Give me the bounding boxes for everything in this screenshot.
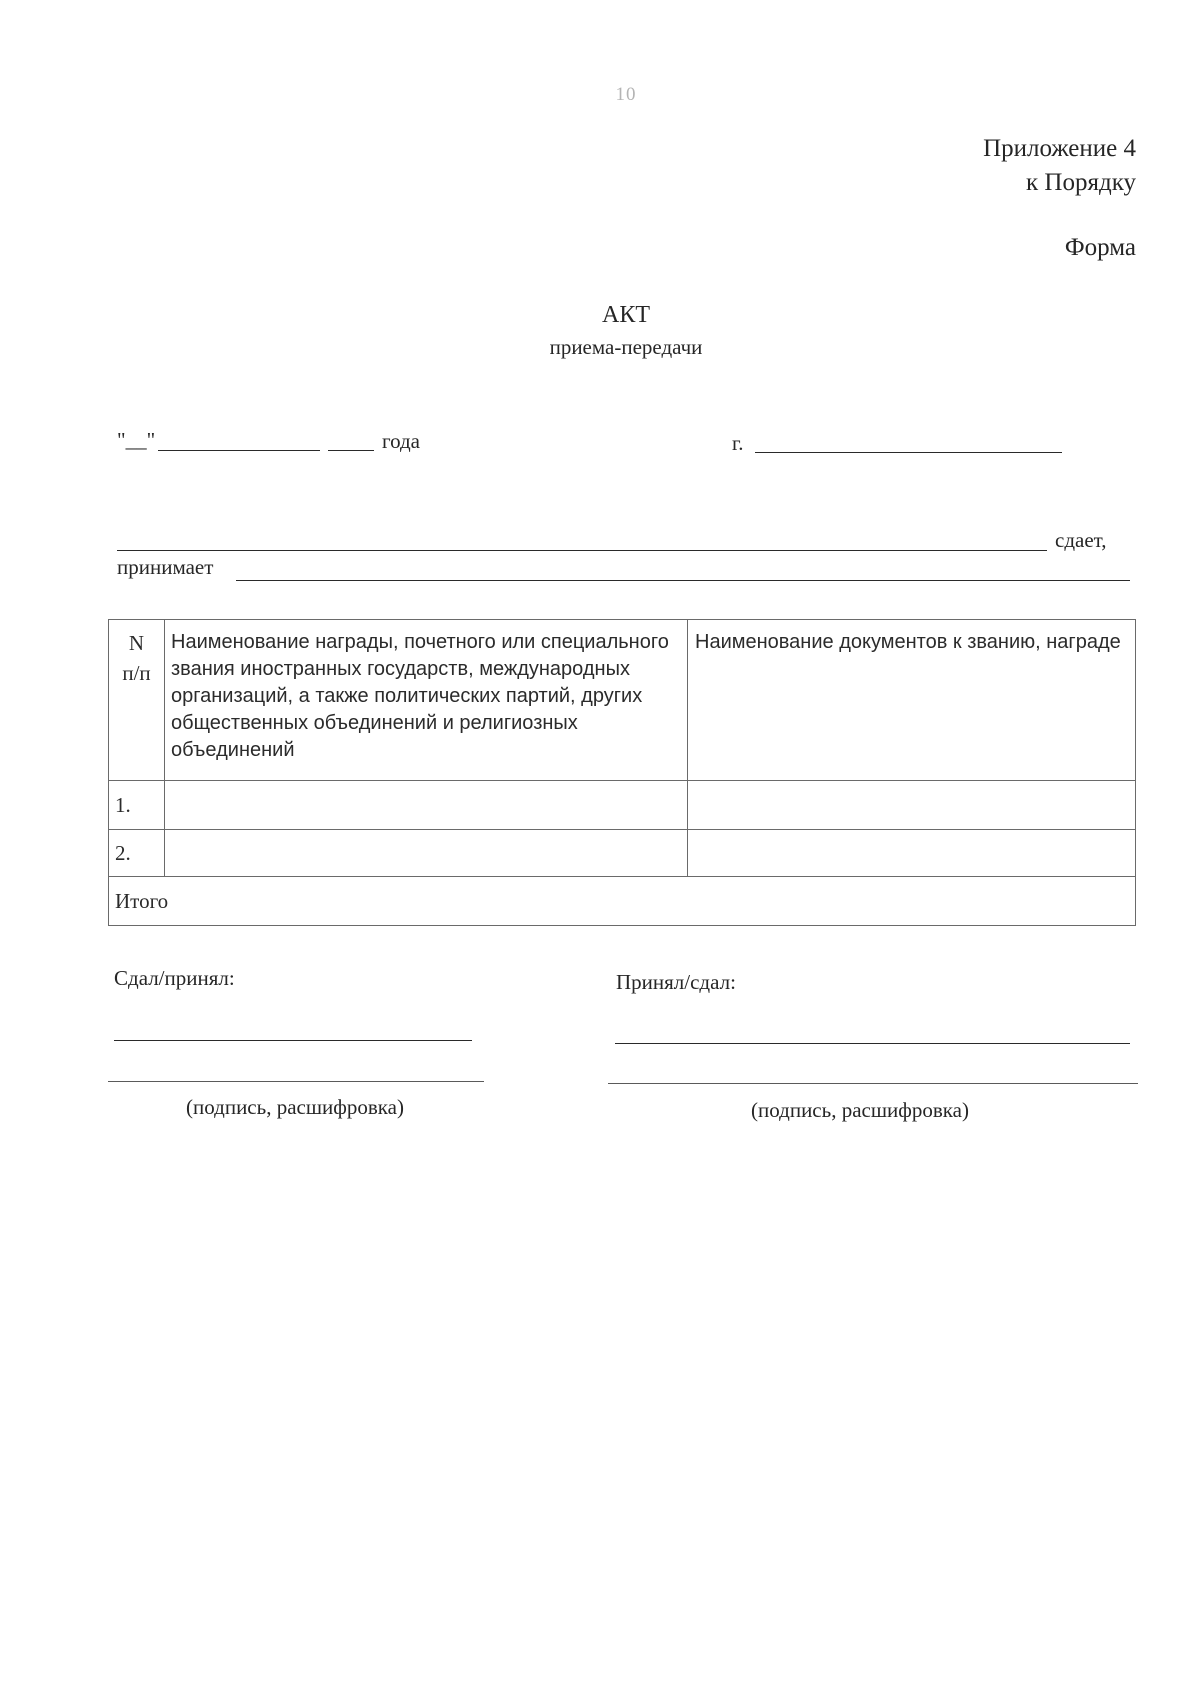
header-number-label: N п/п: [122, 631, 151, 685]
date-year-blank: [328, 450, 374, 451]
table-total-row: [109, 877, 1136, 926]
city-prefix: г.: [732, 431, 744, 455]
date-month-blank: [158, 450, 320, 451]
right-signature-line-1: [615, 1043, 1130, 1044]
appendix-line-1: Приложение 4: [983, 135, 1136, 162]
row-number: 1.: [109, 781, 165, 830]
receiver-blank: [236, 580, 1130, 581]
giver-blank: [117, 550, 1047, 551]
document-subtitle: приема-передачи: [549, 335, 703, 359]
table-header-row: [109, 620, 1136, 781]
receives-prefix: принимает: [117, 555, 214, 579]
header-number: [109, 620, 165, 781]
gives-suffix: сдает,: [1055, 528, 1107, 552]
date-year-suffix: года: [382, 429, 420, 453]
header-documents: Наименование документов к званию, награде: [688, 620, 1136, 781]
left-signature-line-1: [114, 1040, 472, 1041]
row-documents[interactable]: [688, 830, 1136, 877]
document-title: АКТ: [602, 302, 650, 328]
total-label: Итого: [109, 877, 1136, 926]
right-signature-label: Принял/сдал:: [616, 970, 736, 994]
table-row: [109, 830, 1136, 877]
row-number: 2.: [109, 830, 165, 877]
row-award-name[interactable]: [165, 781, 688, 830]
appendix-header: [983, 132, 1136, 200]
form-label: Форма: [1064, 234, 1136, 261]
row-award-name[interactable]: [165, 830, 688, 877]
left-signature-caption: (подпись, расшифровка): [186, 1095, 404, 1119]
left-signature-label: Сдал/принял:: [114, 966, 235, 990]
appendix-line-2: к Порядку: [1026, 169, 1136, 196]
table-row: [109, 781, 1136, 830]
header-award-name: Наименование награды, почетного или специального звания иностранных государств, международных организаций, а также политических партий, других общественных объединений и религиозных объединений: [165, 620, 688, 781]
transfer-table: [108, 619, 1136, 926]
city-blank: [755, 452, 1062, 453]
row-documents[interactable]: [688, 781, 1136, 830]
right-signature-line-2: [608, 1083, 1138, 1084]
page-number: 10: [615, 84, 637, 105]
left-signature-line-2: [108, 1081, 484, 1082]
right-signature-caption: (подпись, расшифровка): [751, 1098, 969, 1122]
date-day-quotes: "__": [117, 428, 156, 452]
